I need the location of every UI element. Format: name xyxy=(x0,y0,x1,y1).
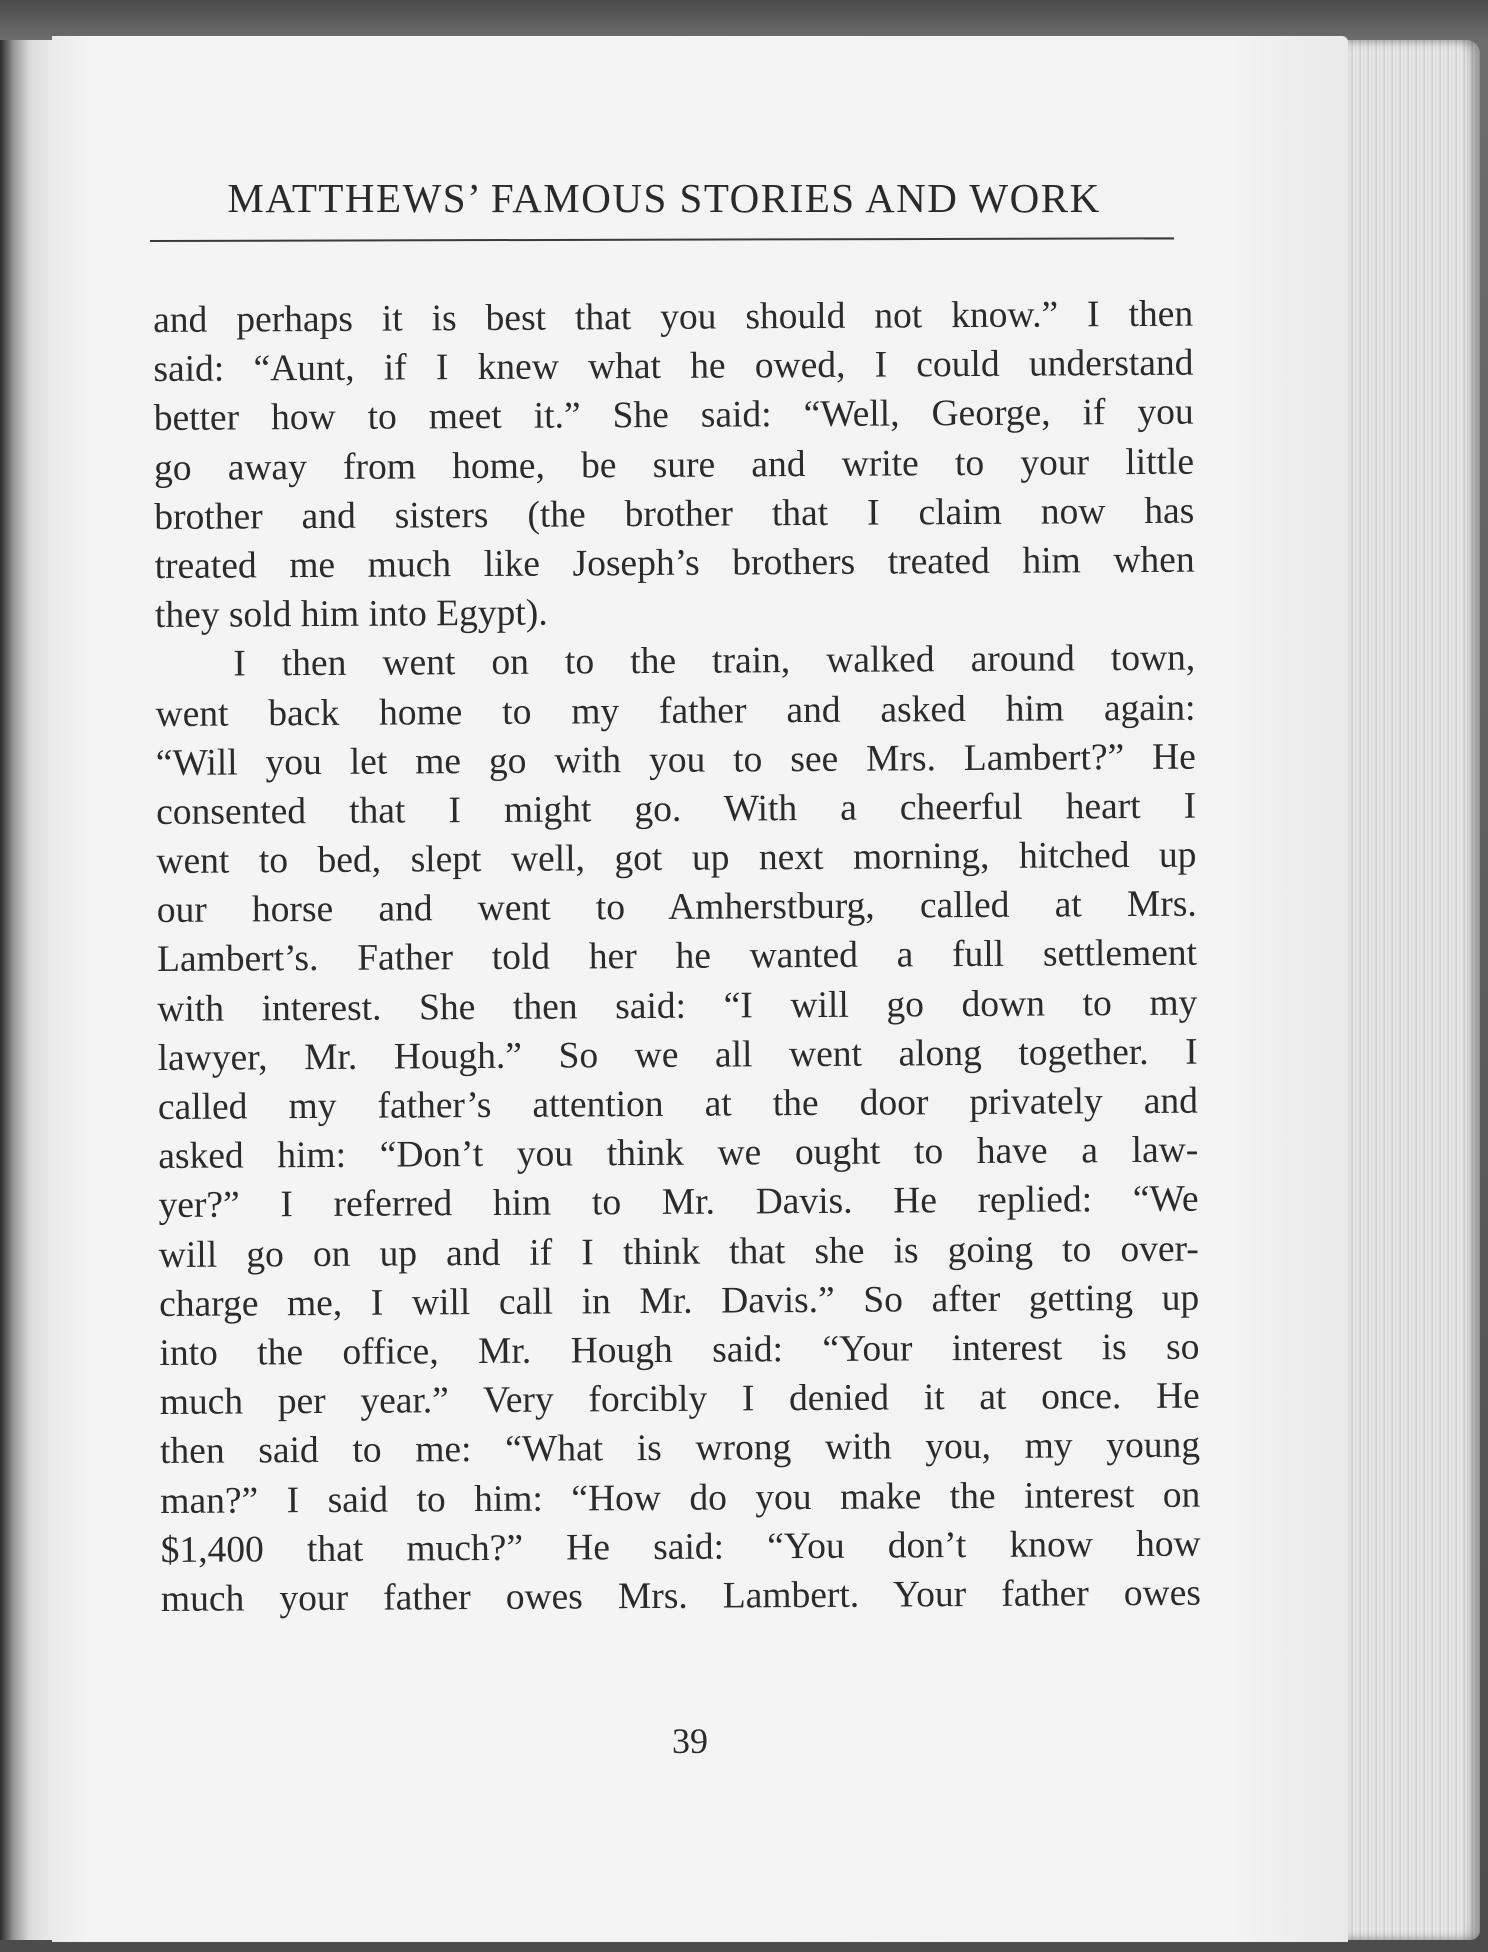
text-line: yer?” I referred him to Mr. Davis. He replied: “We xyxy=(158,1179,1199,1227)
text-line: brother and sisters (the brother that I claim now has xyxy=(154,490,1195,538)
text-line: our horse and went to Amherstburg, called at Mrs. xyxy=(156,883,1197,932)
text-line: then said to me: “What is wrong with you, my young xyxy=(159,1424,1201,1473)
text-line: much per year.” Very forcibly I denied it at once. He xyxy=(159,1375,1200,1424)
text-line: much your father owes Mrs. Lambert. Your father owes xyxy=(160,1572,1202,1620)
page-body xyxy=(153,290,1201,1624)
text-line: man?” I said to him: “How do you make the interest on xyxy=(160,1474,1201,1522)
text-line: went back home to my father and asked him again: xyxy=(155,687,1196,735)
facing-page-edge xyxy=(0,40,58,1940)
text-line: I then went on to the train, walked around town, xyxy=(233,637,1196,685)
text-line: they sold him into Egypt). xyxy=(154,592,548,637)
text-line: consented that I might go. With a cheerful heart I xyxy=(156,785,1197,833)
text-line: asked him: “Don’t you think we ought to have a law- xyxy=(158,1129,1199,1178)
running-head: MATTHEWS’ FAMOUS STORIES AND WORK xyxy=(227,175,1101,221)
text-line: will go on up and if I think that she is going to over- xyxy=(158,1228,1199,1276)
text-line: better how to meet it.” She said: “Well, George, if you xyxy=(153,392,1194,440)
text-line: lawyer, Mr. Hough.” So we all went along together. I xyxy=(157,1031,1198,1079)
text-line: into the office, Mr. Hough said: “Your interest is so xyxy=(159,1326,1200,1374)
text-line: with interest. She then said: “I will go down to my xyxy=(157,982,1198,1030)
page-number: 39 xyxy=(672,1721,708,1761)
text-line: called my father’s attention at the door privately and xyxy=(157,1080,1199,1128)
text-line: treated me much like Joseph’s brothers treated him when xyxy=(154,539,1195,587)
text-line: “Will you let me go with you to see Mrs. Lambert?” He xyxy=(155,736,1196,784)
text-line: charge me, I will call in Mr. Davis.” So after getting up xyxy=(159,1277,1200,1325)
text-line: $1,400 that much?” He said: “You don’t know how xyxy=(160,1523,1201,1571)
text-line: said: “Aunt, if I knew what he owed, I could understand xyxy=(153,342,1194,391)
text-line: go away from home, be sure and write to your little xyxy=(153,441,1195,489)
text-line: Lambert’s. Father told her he wanted a full settlement xyxy=(156,933,1198,981)
text-line: went to bed, slept well, got up next morning, hitched up xyxy=(156,834,1197,883)
text-line: and perhaps it is best that you should not know.” I then xyxy=(153,293,1194,341)
page-block-edges xyxy=(1340,40,1480,1940)
